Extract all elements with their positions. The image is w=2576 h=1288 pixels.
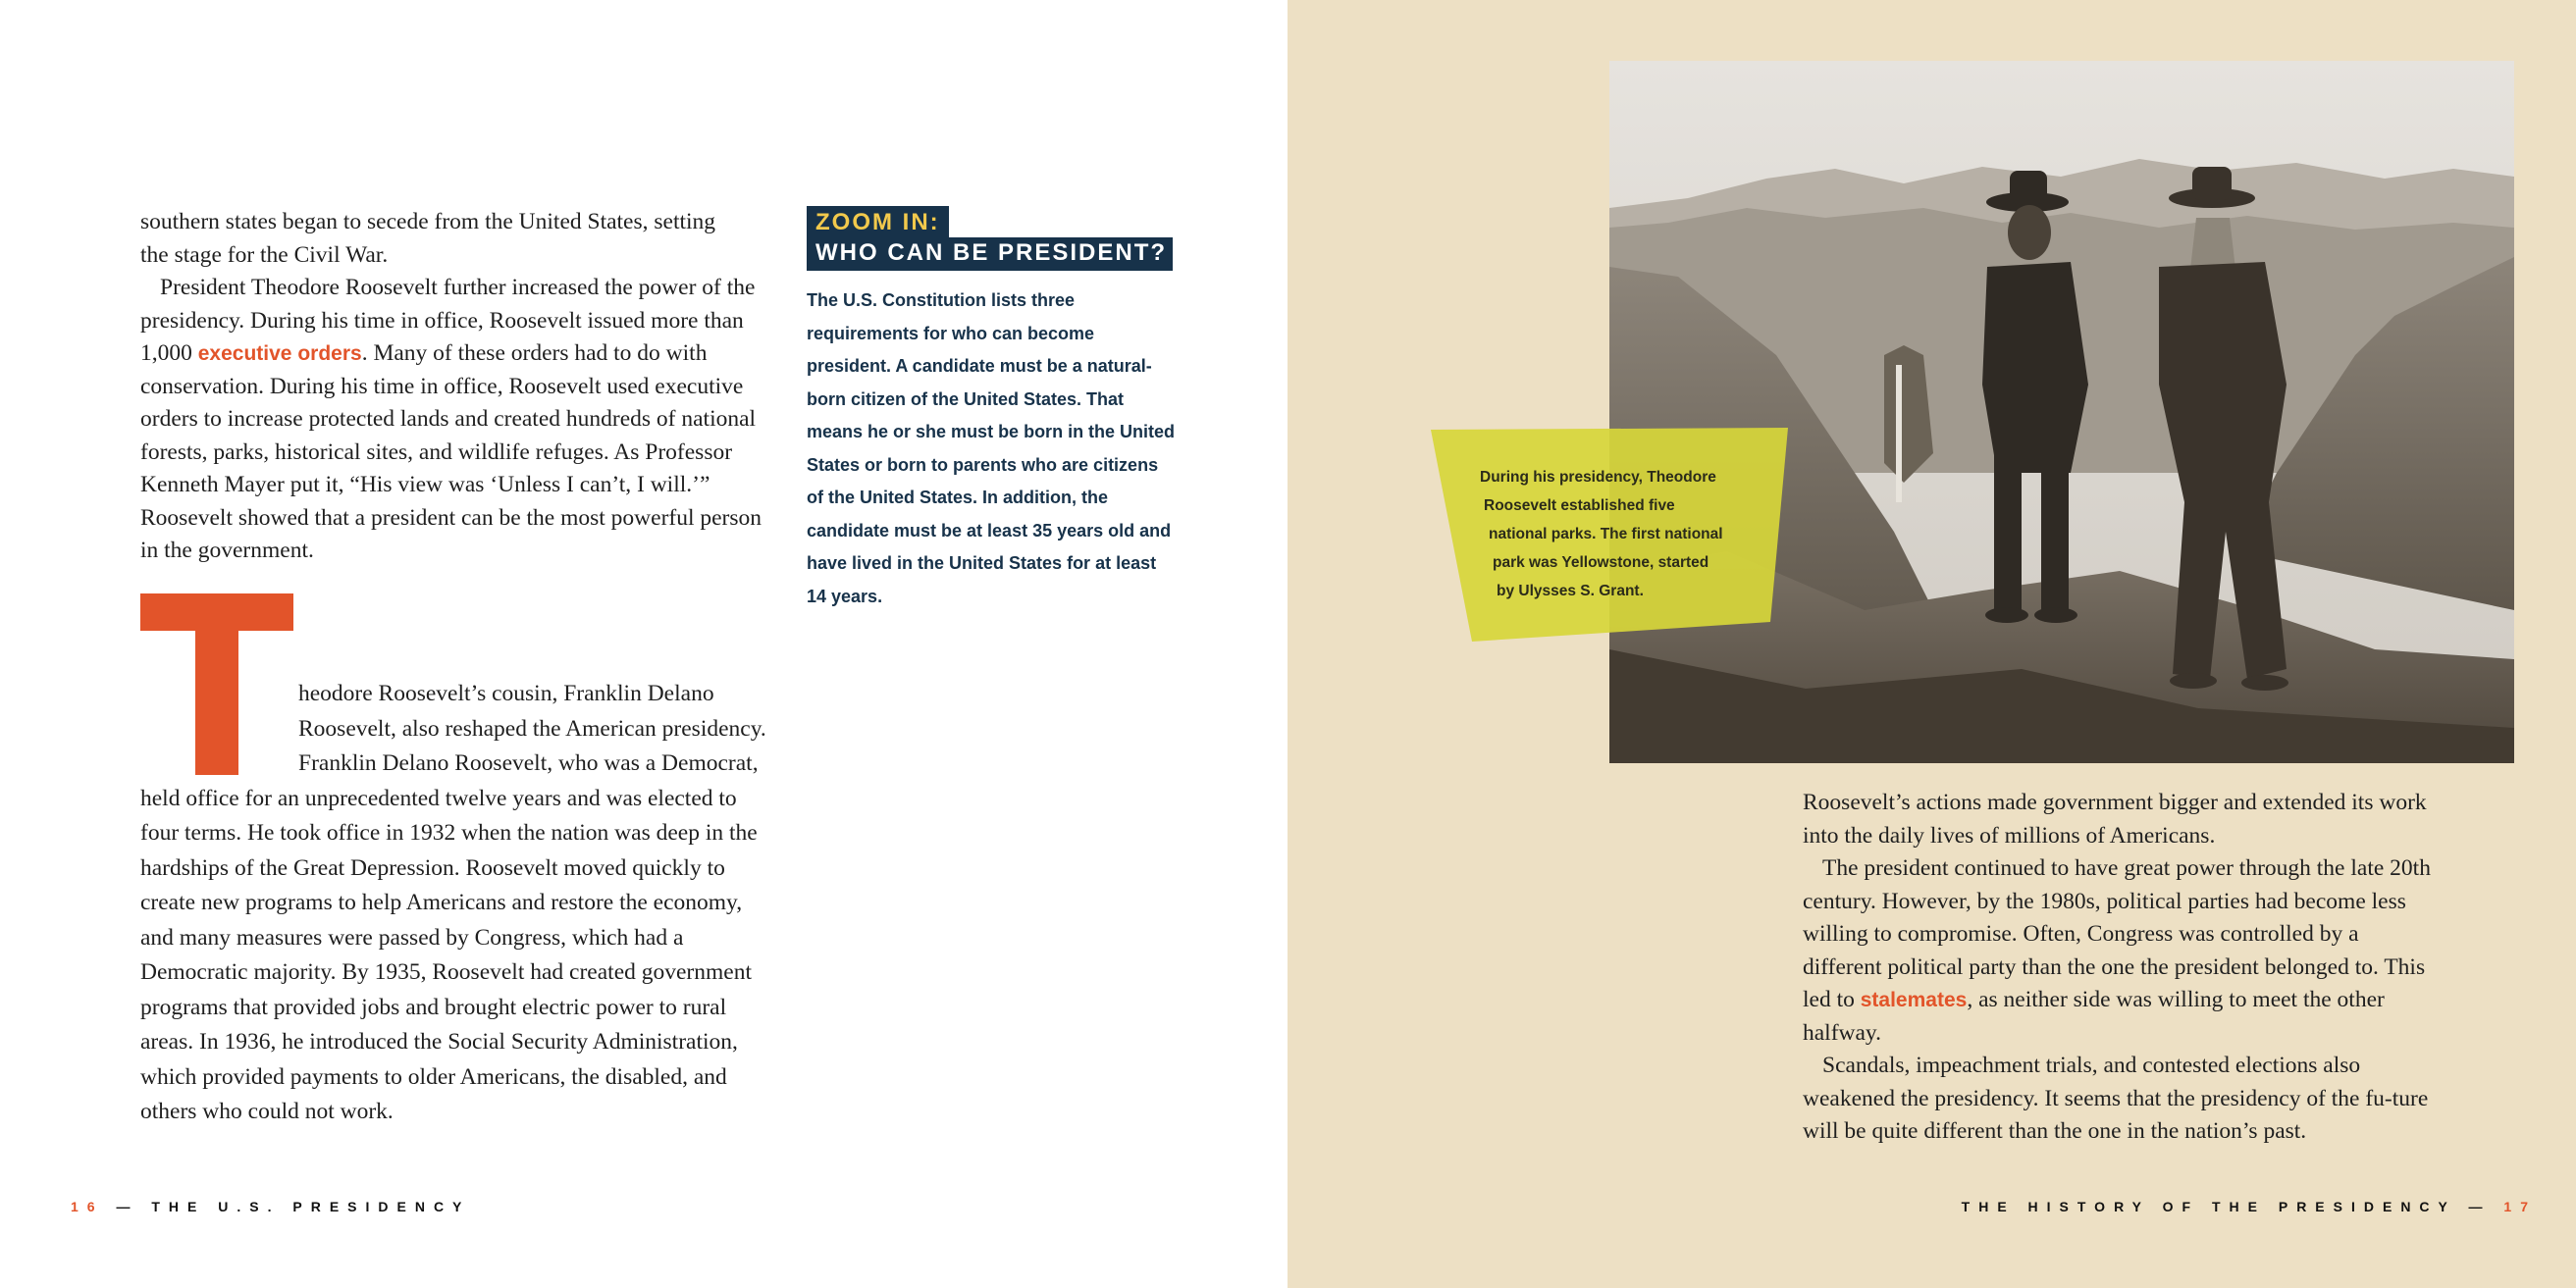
page-number-left: 16 — [71, 1199, 104, 1214]
left-column-bottom — [140, 677, 778, 1130]
zoom-in-body: The U.S. Constitution lists three requirements for who can become president. A candidate must be a natural-born citizen of the United States. That means he or she must be born in the United States or born to parents who are citizens of the United States. In addition, the candidate must be at least 35 years old and have lived in the United States for at least 14 years. — [807, 290, 1176, 606]
running-title-right: THE HISTORY OF THE PRESIDENCY — [1961, 1199, 2456, 1214]
caption-line: national parks. The first national — [1489, 526, 1723, 542]
text-line: the stage for the Civil War. — [140, 241, 389, 268]
drop-cap — [140, 593, 293, 775]
drop-cap-glyph — [140, 593, 293, 775]
caption-line: During his presidency, Theodore — [1480, 469, 1716, 486]
roosevelt-muir-photo — [1609, 61, 2514, 763]
zoom-in-tag: ZOOM IN: — [807, 206, 949, 237]
paragraph-roosevelt-powers — [140, 272, 778, 568]
caption-line: park was Yellowstone, started — [1493, 554, 1709, 571]
left-footer — [71, 1199, 470, 1214]
running-title-left: THE U.S. PRESIDENCY — [151, 1199, 471, 1214]
text-run: , as neither side was willing to meet the other halfway. — [1803, 987, 2385, 1046]
drop-cap-letter — [140, 593, 141, 594]
caption-text — [1480, 463, 1774, 605]
text-run: . Many of these orders had to do with conservation. During his time in office, Roosevelt used executive orders to increase protected lands and created hundreds of national forests, parks, historical sites, and wildlife refuges. As Professor Kenneth Mayer put it, “His view was ‘Unless I can’t, I will.’” Roosevelt showed that a president can be the most powerful person in the government. — [140, 340, 762, 563]
paragraph-government-bigger: Roosevelt’s actions made government bigger and extended its work into the daily lives of millions of Americans. — [1803, 790, 2427, 849]
paragraph-fdr: heodore Roosevelt’s cousin, Franklin Delano Roosevelt, also reshaped the American presidency. Franklin Delano Roosevelt, who was a Democrat, held office for an unprecedented twelve years and was elected to four terms. He took office in 1932 when the nation was deep in the hardships of the Great Depression. Roosevelt moved quickly to create new programs to help Americans and restore the economy, and many measures were passed by Congress, which had a Democratic majority. By 1935, Roosevelt had created government programs that provided jobs and brought electric power to rural areas. In 1936, he introduced the Social Security Administration, which provided payments to older Americans, the disabled, and others who could not work. — [140, 681, 766, 1124]
zoom-in-sidebar — [807, 206, 1180, 613]
right-footer — [1962, 1199, 2537, 1214]
text-line: southern states began to secede from the United States, setting — [140, 209, 716, 234]
text-run: The president continued to have great power through the late 20th century. However, by the 1980s, political parties had become less willing to compromise. Often, Congress was controlled by a different political party than the one the president belonged to. This led to — [1803, 855, 2431, 1012]
glossary-term-executive-orders[interactable]: executive orders — [197, 342, 362, 365]
zoom-in-title: WHO CAN BE PRESIDENT? — [807, 237, 1173, 271]
paragraph-continuation — [140, 206, 778, 272]
text-run: President Theodore Roosevelt further increased the power of the presidency. During his time in office, Roosevelt issued more than 1,000 — [140, 275, 756, 366]
paragraph-late-20th-century — [1803, 852, 2441, 1050]
glossary-term-stalemates[interactable]: stalemates — [1860, 989, 1968, 1011]
page-number-right: 17 — [2503, 1199, 2537, 1214]
paragraph-scandals: Scandals, impeachment trials, and contested elections also weakened the presidency. It seems that the presidency of the fu-ture will be quite different than the one in the nation’s past. — [1803, 1053, 2429, 1144]
caption-line: Roosevelt established five — [1484, 497, 1675, 514]
photo-caption — [1431, 428, 1790, 644]
footer-separator: — — [103, 1199, 152, 1214]
photo-image — [1609, 61, 2514, 763]
footer-separator: — — [2455, 1199, 2504, 1214]
right-column — [1803, 787, 2441, 1149]
caption-line: by Ulysses S. Grant. — [1497, 583, 1644, 599]
left-column-top — [140, 206, 778, 568]
